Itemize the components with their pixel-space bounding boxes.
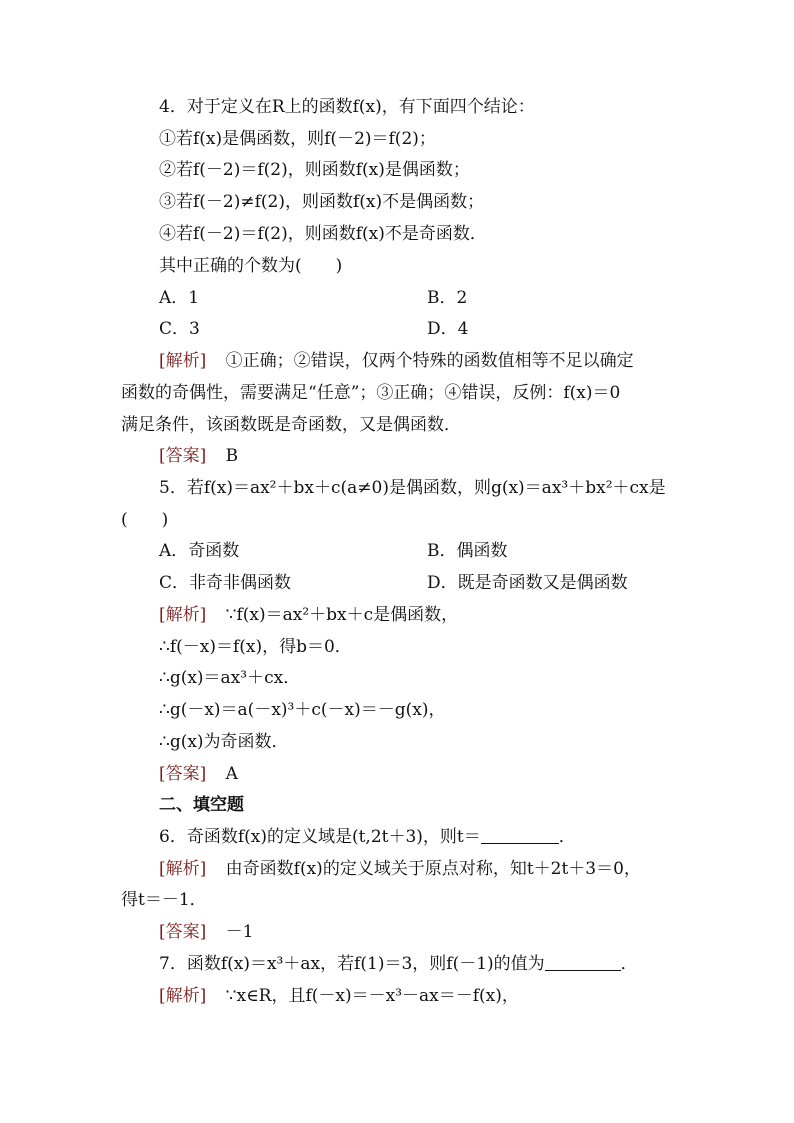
analysis-tag: [解析] — [159, 859, 207, 879]
answer-blank — [545, 954, 621, 971]
q4-question: 其中正确的个数为( ) — [159, 256, 343, 276]
answer-value: －1 — [225, 922, 254, 942]
q5-analysis-line-5: ∴g(x)为奇函数． — [159, 732, 289, 752]
answer-blank — [481, 827, 559, 844]
q4-option-d: D．4 — [427, 319, 469, 339]
q4-option-c: C．3 — [159, 319, 200, 339]
q4-option-b: B．2 — [427, 288, 468, 308]
q4-conclusion-4: ④若f(－2)＝f(2)，则函数f(x)不是奇函数． — [159, 224, 487, 244]
section-heading: 二、填空题 — [159, 795, 244, 815]
q4-analysis-line-3: 满足条件，该函数既是奇函数，又是偶函数． — [121, 415, 461, 435]
q7-stem-end: ． — [620, 954, 638, 974]
q6-analysis-line-2: 得t＝－1． — [121, 890, 207, 910]
q5-analysis-line-2: ∴f(－x)＝f(x)，得b＝0． — [159, 637, 352, 657]
q4-conclusion-1: ①若f(x)是偶函数，则f(－2)＝f(2)； — [159, 129, 436, 149]
q4-answer-line — [159, 445, 238, 467]
q5-analysis-line-1 — [159, 604, 458, 626]
q5-option-d: D．既是奇函数又是偶函数 — [427, 573, 628, 593]
q4-stem: 4．对于定义在R上的函数f(x)，有下面四个结论： — [159, 97, 535, 117]
analysis-tag: [解析] — [159, 605, 207, 625]
q4-analysis-line-2: 函数的奇偶性，需要满足“任意”；③正确；④错误，反例：f(x)＝0 — [121, 383, 621, 403]
analysis-tag: [解析] — [159, 351, 207, 371]
q5-answer-line — [159, 763, 238, 785]
q4-analysis-line-1 — [159, 350, 634, 372]
q4-option-a: A．1 — [159, 288, 200, 308]
analysis-text: ①正确；②错误，仅两个特殊的函数值相等不足以确定 — [225, 351, 634, 371]
answer-value: A — [225, 764, 238, 784]
q6-answer-line — [159, 921, 254, 943]
q5-option-b: B．偶函数 — [427, 541, 508, 561]
analysis-text: 由奇函数f(x)的定义域关于原点对称，知t＋2t＋3＝0， — [225, 859, 641, 879]
answer-value: B — [225, 446, 239, 466]
q7-analysis-line-1 — [159, 985, 519, 1007]
analysis-tag: [解析] — [159, 986, 207, 1006]
q4-conclusion-2: ②若f(－2)＝f(2)，则函数f(x)是偶函数； — [159, 160, 470, 180]
q5-option-a: A．奇函数 — [159, 541, 240, 561]
answer-tag: [答案] — [159, 446, 207, 466]
q5-option-c: C．非奇非偶函数 — [159, 573, 292, 593]
q6-analysis-line-1 — [159, 858, 641, 880]
q7-stem: 7．函数f(x)＝x³＋ax，若f(1)＝3，则f(－1)的值为 — [159, 954, 545, 974]
q4-conclusion-3: ③若f(－2)≠f(2)，则函数f(x)不是偶函数； — [159, 192, 485, 212]
q6-stem-line — [159, 826, 576, 848]
q5-analysis-line-3: ∴g(x)＝ax³＋cx． — [159, 668, 301, 688]
q5-stem-parens: ( ) — [121, 510, 169, 530]
q6-stem-end: ． — [558, 827, 576, 847]
analysis-text: ∵f(x)＝ax²＋bx＋c是偶函数， — [225, 605, 459, 625]
analysis-text: ∵x∈R，且f(－x)＝－x³－ax＝－f(x)， — [225, 986, 519, 1006]
q5-stem: 5．若f(x)＝ax²＋bx＋c(a≠0)是偶函数，则g(x)＝ax³＋bx²＋cx是 — [159, 478, 666, 498]
q5-analysis-line-4: ∴g(－x)＝a(－x)³＋c(－x)＝－g(x)， — [159, 700, 446, 720]
answer-tag: [答案] — [159, 764, 207, 784]
q7-stem-line — [159, 953, 638, 975]
q6-stem: 6．奇函数f(x)的定义域是(t,2t＋3)，则t＝ — [159, 827, 481, 847]
answer-tag: [答案] — [159, 922, 207, 942]
